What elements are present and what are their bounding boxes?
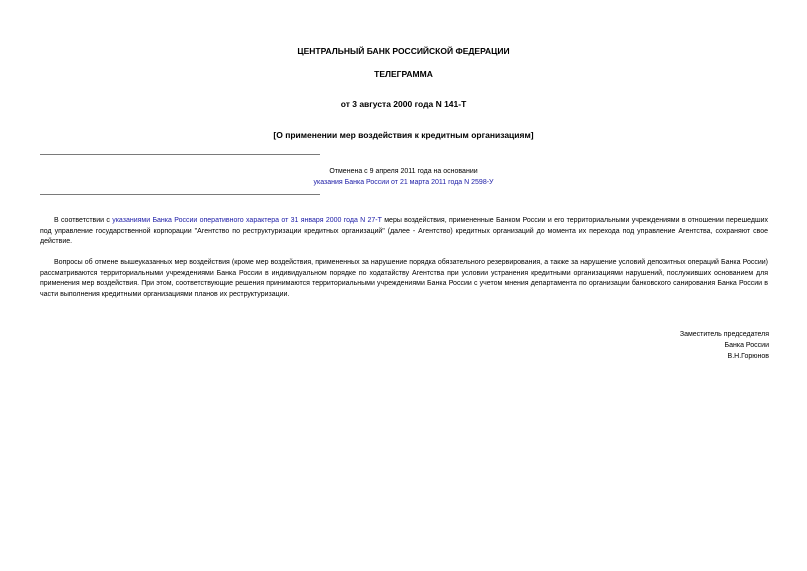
paragraph-1-start: В соответствии с [54, 217, 113, 224]
reference-link[interactable]: указаниями Банка России оперативного характера от 31 января 2000 года N 27-Т [112, 217, 382, 224]
repeal-note [0, 166, 807, 188]
signatory-title: Заместитель председателя [679, 331, 769, 338]
document-type-heading: ТЕЛЕГРАММА [374, 69, 433, 79]
body-paragraph-1 [40, 216, 768, 248]
top-divider [40, 154, 320, 155]
signature-block [680, 329, 769, 362]
paragraph-1-rest: меры воздействия, примененные Банком России и его территориальными учреждениями в отношении перешедших под управление государственной корпорации "Агентство по реструктуризации кредитных организаций" (далее - Агентство) кредитных организаций до момента их перехода под управление Агентства, сохраняют свое действие. [40, 217, 768, 245]
body-paragraph-2: Вопросы об отмене вышеуказанных мер воздействия (кроме мер воздействия, примененных за нарушение порядка обязательного резервирования, а также за нарушение условий депозитных операций Банка России) рассматриваются территориальными учреждениями Банка России в индивидуальном порядке по ходатайству Агентства при условии устранения кредитными организациями нарушений, послуживших основанием для применения мер воздействия. При этом, соответствующие решения принимаются территориальными учреждениями Банка России с учетом мнения департамента по организации банковского санирования Банка России в части выполнения кредитными организациями планов их реструктуризации. [40, 259, 768, 298]
signatory-name: В.Н.Горюнов [727, 353, 769, 360]
document-date-number: от 3 августа 2000 года N 141-Т [340, 99, 467, 109]
document-body [40, 216, 768, 311]
repeal-note-text: Отменена с 9 апреля 2011 года на основании [329, 168, 478, 175]
bottom-divider [40, 194, 320, 195]
repeal-note-link[interactable]: указания Банка России от 21 марта 2011 года N 2598-У [313, 179, 494, 186]
signatory-org: Банка России [724, 342, 769, 349]
issuer-heading: ЦЕНТРАЛЬНЫЙ БАНК РОССИЙСКОЙ ФЕДЕРАЦИИ [297, 46, 510, 56]
document-subject: [О применении мер воздействия к кредитным организациям] [273, 130, 534, 140]
